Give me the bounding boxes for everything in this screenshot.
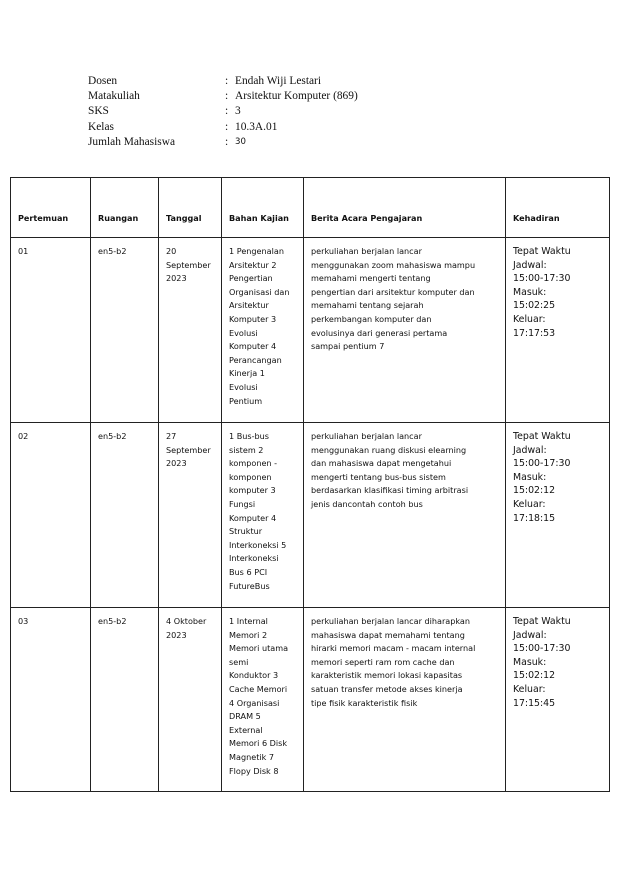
info-value-kelas: 10.3A.01 (235, 120, 278, 133)
cell-tanggal: 4 Oktober 2023 (159, 608, 222, 792)
cell-bahan-kajian: 1 Bus-bus sistem 2 komponen - komponen komputer 3 Fungsi Komputer 4 Struktur Interkoneksi 5 Interkoneksi Bus 6 PCI FutureBus (222, 423, 304, 608)
info-row-dosen (88, 73, 358, 88)
cell-kehadiran: Tepat Waktu Jadwal: 15:00-17:30 Masuk: 15:02:12 Keluar: 17:15:45 (506, 608, 610, 792)
header-kehadiran: Kehadiran (506, 178, 610, 238)
course-info (88, 73, 358, 150)
header-bahan-kajian: Bahan Kajian (222, 178, 304, 238)
cell-tanggal: 27 September 2023 (159, 423, 222, 608)
table-header-row (11, 178, 610, 238)
info-colon: : (225, 120, 229, 133)
cell-pertemuan: 03 (11, 608, 91, 792)
cell-bahan-kajian: 1 Internal Memori 2 Memori utama semi Konduktor 3 Cache Memori 4 Organisasi DRAM 5 External Memori 6 Disk Magnetik 7 Flopy Disk 8 (222, 608, 304, 792)
cell-berita-acara: perkuliahan berjalan lancar menggunakan zoom mahasiswa mampu memahami mengerti tentang pengertian dari arsitektur komputer dan memahami tentang sejarah perkembangan komputer dan evolusinya dari generasi pertama sampai pentium 7 (304, 238, 506, 423)
info-label: Matakuliah (88, 90, 140, 103)
cell-ruangan: en5-b2 (91, 608, 159, 792)
header-pertemuan: Pertemuan (11, 178, 91, 238)
info-value-matakuliah: Arsitektur Komputer (869) (235, 90, 358, 103)
info-label: Dosen (88, 74, 118, 87)
cell-kehadiran: Tepat Waktu Jadwal: 15:00-17:30 Masuk: 15:02:25 Keluar: 17:17:53 (506, 238, 610, 423)
info-row-sks (88, 104, 358, 119)
info-label: Jumlah Mahasiswa (88, 136, 175, 149)
cell-berita-acara: perkuliahan berjalan lancar menggunakan ruang diskusi elearning dan mahasiswa dapat mengetahui mengerti tentang bus-bus sistem berdasarkan klasifikasi timing arbitrasi jenis dancontah contoh bus (304, 423, 506, 608)
info-label: Kelas (88, 120, 114, 133)
header-tanggal: Tanggal (159, 178, 222, 238)
info-value-dosen: Endah Wiji Lestari (235, 74, 322, 87)
cell-pertemuan: 02 (11, 423, 91, 608)
info-label: SKS (88, 105, 109, 118)
cell-ruangan: en5-b2 (91, 423, 159, 608)
cell-kehadiran: Tepat Waktu Jadwal: 15:00-17:30 Masuk: 15:02:12 Keluar: 17:18:15 (506, 423, 610, 608)
table-row (11, 238, 610, 423)
schedule-table (10, 177, 610, 792)
info-colon: : (225, 136, 229, 149)
cell-ruangan: en5-b2 (91, 238, 159, 423)
info-row-kelas (88, 119, 358, 134)
cell-tanggal: 20 September 2023 (159, 238, 222, 423)
header-berita-acara: Berita Acara Pengajaran (304, 178, 506, 238)
table-row (11, 608, 610, 792)
cell-pertemuan: 01 (11, 238, 91, 423)
info-row-jumlah-mahasiswa (88, 135, 358, 150)
info-row-matakuliah (88, 88, 358, 103)
table-row (11, 423, 610, 608)
info-colon: : (225, 105, 229, 118)
info-value-jumlah-mahasiswa: 30 (235, 137, 246, 148)
info-value-sks: 3 (235, 105, 241, 118)
header-ruangan: Ruangan (91, 178, 159, 238)
info-colon: : (225, 74, 229, 87)
info-colon: : (225, 90, 229, 103)
cell-berita-acara: perkuliahan berjalan lancar diharapkan mahasiswa dapat memahami tentang hirarki memori macam - macam internal memori seperti ram rom cache dan karakteristik memori lokasi kapasitas satuan transfer metode akses kinerja tipe fisik karakteristik fisik (304, 608, 506, 792)
cell-bahan-kajian: 1 Pengenalan Arsitektur 2 Pengertian Organisasi dan Arsitektur Komputer 3 Evolusi Komputer 4 Perancangan Kinerja 1 Evolusi Pentium (222, 238, 304, 423)
